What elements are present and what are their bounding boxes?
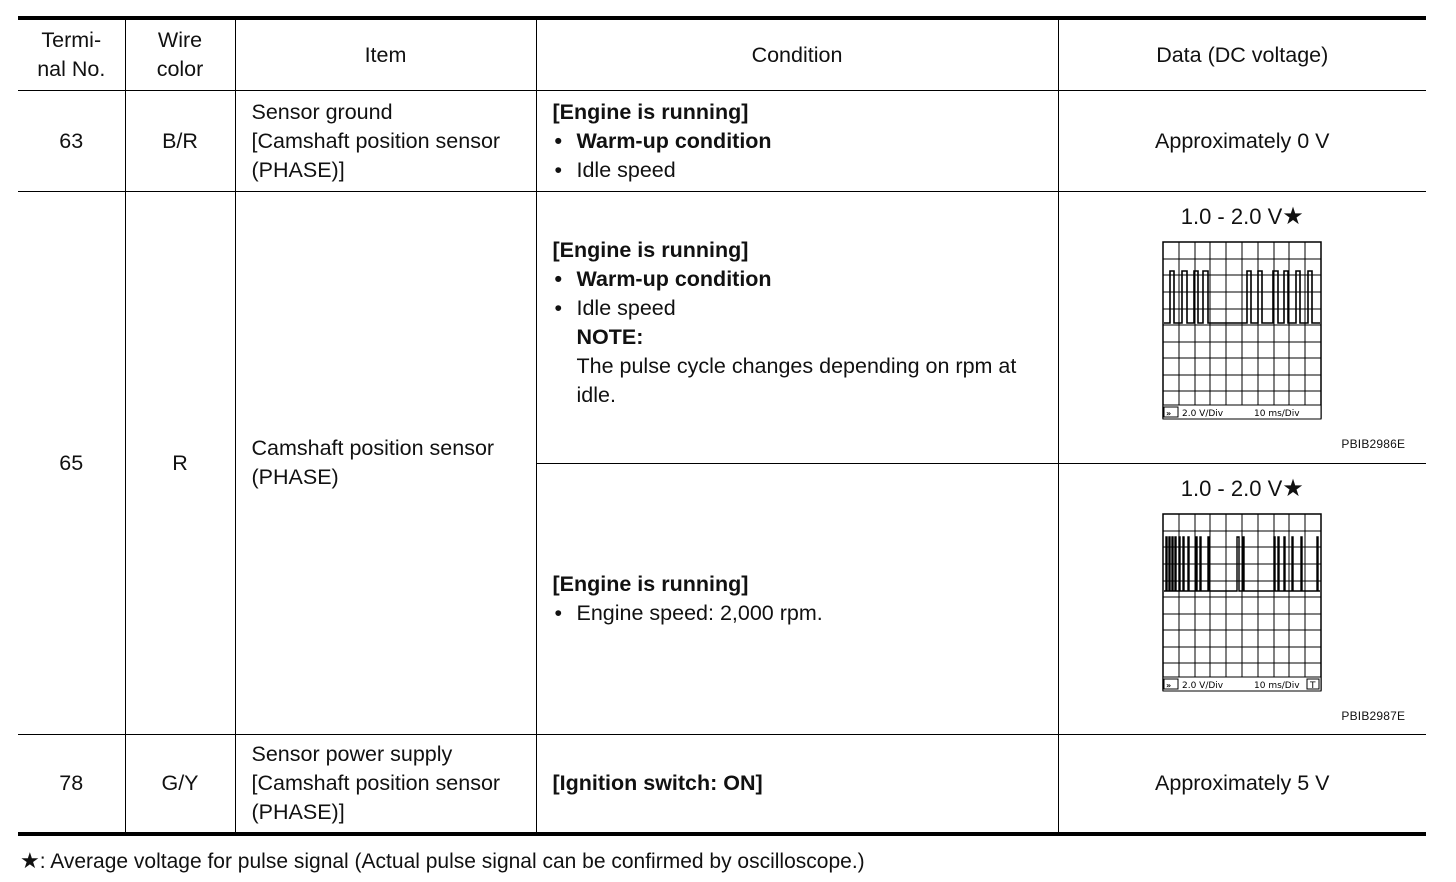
wire-color: R bbox=[125, 192, 235, 735]
table-row bbox=[18, 91, 1426, 192]
condition-cell bbox=[536, 91, 1058, 192]
scope-scale-label: 2.0 V/Div bbox=[1182, 409, 1224, 419]
scope-time-label: 10 ms/Div bbox=[1254, 409, 1300, 419]
star-icon: ★ bbox=[1282, 475, 1304, 502]
condition-heading: [Engine is running] bbox=[552, 238, 749, 262]
terminal-spec-table bbox=[18, 16, 1426, 836]
star-icon: ★ bbox=[1282, 203, 1304, 230]
item-description: Sensor ground [Camshaft position sensor (PHASE)] bbox=[235, 91, 536, 192]
condition-list bbox=[553, 265, 1050, 323]
header-condition: Condition bbox=[536, 18, 1058, 91]
terminal-number: 65 bbox=[18, 192, 125, 735]
scope-time-label: 10 ms/Div bbox=[1254, 681, 1300, 691]
condition-cell bbox=[536, 192, 1058, 464]
list-item: • Engine speed: 2,000 rpm. bbox=[553, 599, 1050, 628]
terminal-number: 63 bbox=[18, 91, 125, 192]
average-voltage: 1.0 - 2.0 V★ bbox=[1180, 203, 1304, 230]
figure-code: PBIB2987E bbox=[1341, 709, 1406, 723]
scope-trigger-marker: T bbox=[1310, 681, 1316, 691]
list-item: • Idle speed bbox=[553, 294, 1050, 323]
condition-heading: [Ignition switch: ON] bbox=[536, 735, 1058, 834]
item-description: Camshaft position sensor (PHASE) bbox=[235, 192, 536, 735]
star-icon: ★ bbox=[20, 848, 40, 873]
list-item: • Idle speed bbox=[553, 156, 1050, 185]
oscilloscope-waveform-idle bbox=[1162, 241, 1324, 423]
note-text: The pulse cycle changes depending on rpm at idle. bbox=[576, 354, 1017, 407]
data-value: Approximately 0 V bbox=[1058, 91, 1426, 192]
waveform-cell bbox=[1058, 464, 1426, 735]
wire-color: B/R bbox=[125, 91, 235, 192]
average-voltage: 1.0 - 2.0 V★ bbox=[1180, 475, 1304, 502]
data-value: Approximately 5 V bbox=[1058, 735, 1426, 834]
table-row bbox=[18, 735, 1426, 834]
figure-code: PBIB2986E bbox=[1341, 437, 1406, 451]
note-label: NOTE: bbox=[576, 325, 644, 349]
wire-color: G/Y bbox=[125, 735, 235, 834]
scope-scale-label: 2.0 V/Div bbox=[1182, 681, 1224, 691]
list-item: • Warm-up condition bbox=[553, 265, 1050, 294]
list-item: • Warm-up condition bbox=[553, 127, 1050, 156]
condition-heading: [Engine is running] bbox=[552, 99, 749, 124]
table-row bbox=[18, 192, 1426, 464]
terminal-number: 78 bbox=[18, 735, 125, 834]
header-row bbox=[18, 18, 1426, 91]
footnote bbox=[20, 848, 865, 874]
header-wire-color: Wire color bbox=[125, 18, 235, 91]
footnote-text: : Average voltage for pulse signal (Actual pulse signal can be confirmed by oscilloscope.) bbox=[39, 850, 865, 873]
condition-heading: [Engine is running] bbox=[552, 572, 749, 596]
header-terminal: Termi- nal No. bbox=[18, 18, 125, 91]
waveform-cell bbox=[1058, 192, 1426, 464]
oscilloscope-waveform-2000rpm bbox=[1162, 513, 1324, 695]
item-description: Sensor power supply [Camshaft position sensor (PHASE)] bbox=[235, 735, 536, 834]
condition-list bbox=[553, 127, 1050, 185]
header-item: Item bbox=[235, 18, 536, 91]
svg-text:»: » bbox=[1166, 409, 1172, 418]
header-data: Data (DC voltage) bbox=[1058, 18, 1426, 91]
svg-text:»: » bbox=[1166, 681, 1172, 690]
condition-cell bbox=[536, 464, 1058, 735]
condition-list bbox=[553, 599, 1050, 628]
